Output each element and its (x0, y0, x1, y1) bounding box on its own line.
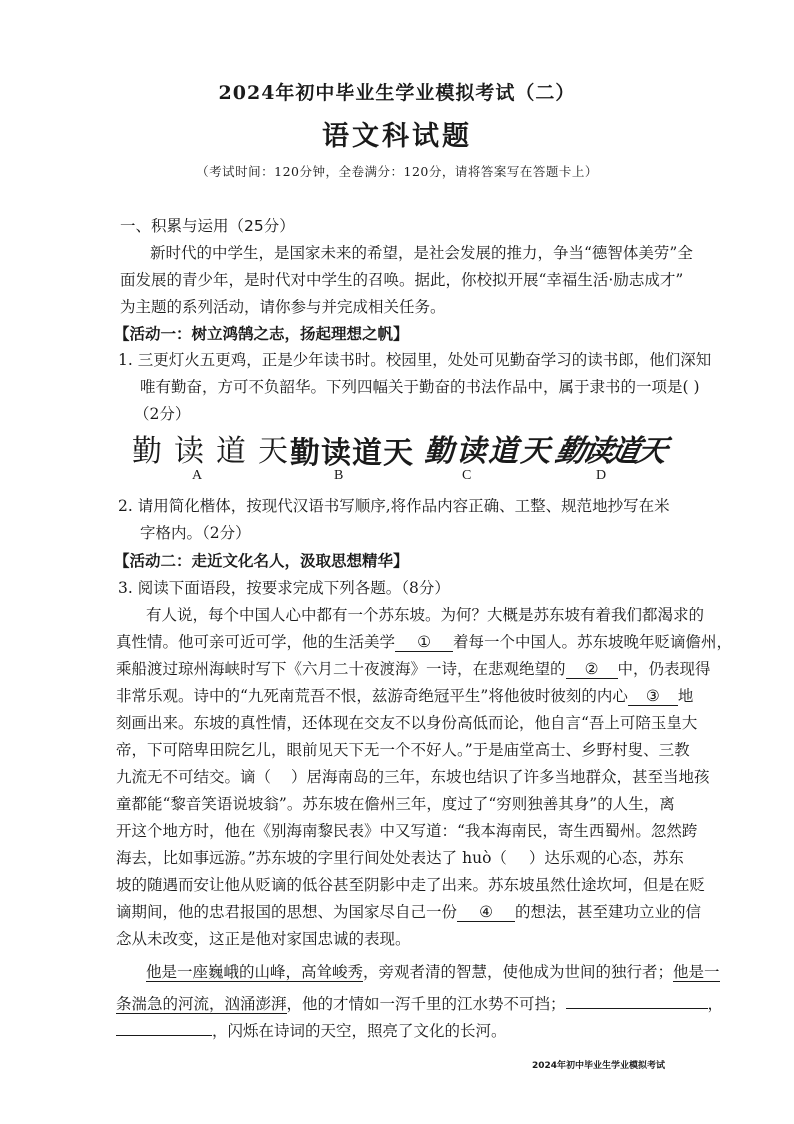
activity-2-heading: 【活动二：走近文化名人，汲取思想精华】 (114, 552, 409, 570)
calligraphy-b: 勤读道天 (290, 436, 414, 471)
question-1-score: （2分） (134, 405, 191, 423)
choice-letter-b: B (334, 468, 344, 483)
choice-letter-a: A (192, 468, 203, 483)
passage-line-14: 他是一座巍峨的山峰，高耸峻秀，旁观者清的智慧，使他成为世间的独行者；他是一 (146, 963, 720, 981)
page-footer: 2024年初中毕业生学业模拟考试 (532, 1061, 666, 1071)
passage-line-1: 有人说，每个中国人心中都有一个苏东坡。为何？大概是苏东坡有着我们都渴求的 (146, 606, 705, 624)
intro-line-1: 新时代的中学生，是国家未来的希望，是社会发展的推力，争当“德智体美劳”全 (150, 244, 693, 262)
blank-1[interactable]: ① (395, 632, 453, 652)
calligraphy-c: 勤读道天 (424, 434, 552, 469)
activity-1-heading: 【活动一：树立鸿鹄之志，扬起理想之帆】 (114, 325, 409, 343)
question-2-line-2: 字格内。（2分） (140, 524, 251, 542)
answer-blank-a[interactable] (566, 989, 708, 1009)
question-1-line-1: 1. 三更灯火五更鸡，正是少年读书时。校园里，处处可见勤奋学习的读书郎，他们深知 (118, 351, 712, 369)
blank-2[interactable]: ② (566, 659, 618, 679)
calligraphy-a: 勤读道天 (132, 434, 300, 469)
passage-line-10: 海去，比如事远游。”苏东坡的字里行间处处表达了 huò（ ）达乐观的心态，苏东 (116, 849, 684, 867)
calligraphy-d: 勤读道天 (552, 434, 668, 469)
choice-letter-d: D (596, 468, 607, 483)
intro-line-3: 为主题的系列活动，请你参与并完成相关任务。 (120, 298, 446, 316)
blank-3[interactable]: ③ (628, 686, 678, 706)
question-2-line-1: 2. 请用简化楷体，按现代汉语书写顺序,将作品内容正确、工整、规范地抄写在米 (118, 497, 670, 515)
passage-line-7: 九流无不可结交。谪（ ）居海南岛的三年，东坡也结识了许多当地群众，甚至当地孩 (116, 768, 710, 786)
exam-title: 2024年初中毕业生学业模拟考试（二） (218, 82, 576, 104)
passage-line-2: 真性情。他可亲可近可学，他的生活美学 ① 着每一个中国人。苏东坡晚年贬谪儋州， (116, 633, 733, 651)
section-heading: 一、积累与运用（25分） (120, 217, 295, 235)
passage-line-13: 念从未改变，这正是他对家国忠诚的表现。 (116, 930, 411, 948)
passage-line-6: 帝，下可陪卑田院乞儿，眼前见天下无一个不好人。”于是庙堂高士、乡野村叟、三教 (116, 741, 690, 759)
passage-line-5: 刻画出来。东坡的真性情，还体现在交友不以身份高低而论，他自言“吾上可陪玉皇大 (116, 714, 698, 732)
passage-line-11: 坡的随遇而安让他从贬谪的低谷甚至阴影中走了出来。苏东坡虽然仕途坎坷，但是在贬 (116, 876, 706, 894)
question-3: 3. 阅读下面语段，按要求完成下列各题。（8分） (118, 579, 450, 597)
exam-note: （考试时间：120分钟，全卷满分：120分，请将答案写在答题卡上） (196, 164, 598, 179)
passage-line-9: 开这个地方时，他在《别海南黎民表》中又写道：“我本海南民，寄生西蜀州。忽然跨 (116, 822, 698, 840)
intro-line-2: 面发展的青少年，是时代对中学生的召唤。据此，你校拟开展“幸福生活·励志成才” (120, 271, 684, 289)
passage-line-15: 条湍急的河流，汹涌澎湃，他的才情如一泻千里的江水势不可挡； ， (116, 989, 723, 1014)
passage-line-16: ，闪烁在诗词的天空，照亮了文化的长河。 (116, 1016, 507, 1041)
passage-line-8: 童都能“黎音笑语说坡翁”。苏东坡在儋州三年，度过了“穷则独善其身”的人生，离 (116, 795, 675, 813)
passage-line-12: 谪期间，他的忠君报国的思想、为国家尽自己一份 ④ 的想法，甚至建功立业的信 (116, 903, 702, 921)
question-1-line-2: 唯有勤奋，方可不负韶华。下列四幅关于勤奋的书法作品中，属于隶书的一项是( ) (140, 378, 700, 396)
passage-line-3: 乘船渡过琼州海峡时写下《六月二十夜渡海》一诗，在悲观绝望的 ② 中，仍表现得 (116, 660, 711, 678)
choice-letter-c: C (462, 468, 472, 483)
answer-blank-b[interactable] (116, 1016, 212, 1036)
blank-4[interactable]: ④ (457, 902, 515, 922)
passage-line-4: 非常乐观。诗中的“九死南荒吾不恨，兹游奇绝冠平生”将他彼时彼刻的内心 ③ 地 (116, 687, 694, 705)
subject-title: 语文科试题 (322, 121, 472, 152)
